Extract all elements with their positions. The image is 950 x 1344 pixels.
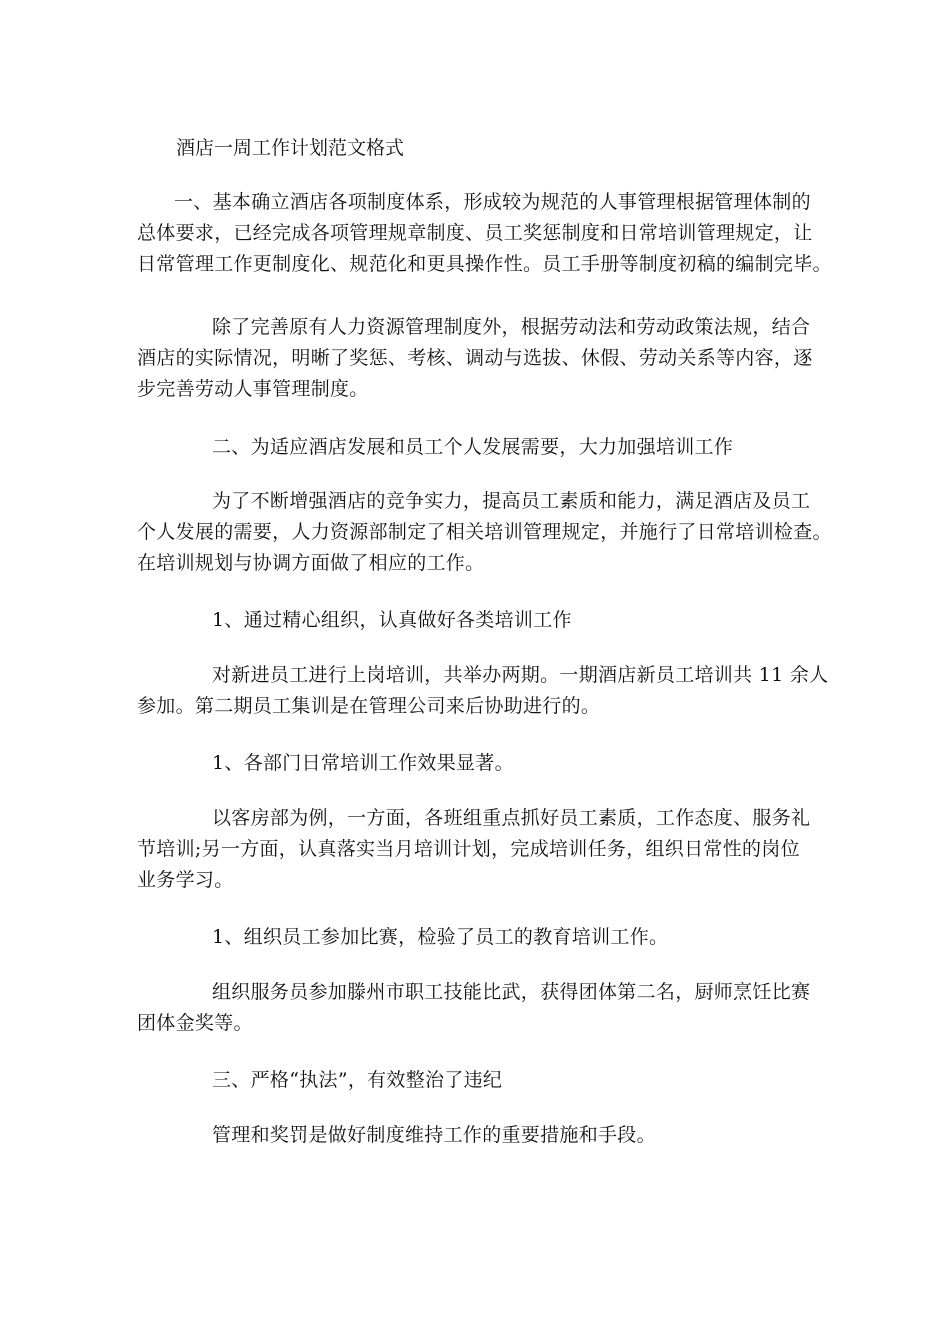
paragraph-line: 1、组织员工参加比赛，检验了员工的教育培训工作。 bbox=[212, 926, 669, 948]
paragraph-line: 节培训;另一方面，认真落实当月培训计划，完成培训任务，组织日常性的岗位 bbox=[137, 838, 800, 860]
paragraph-line: 为了不断增强酒店的竞争实力，提高员工素质和能力，满足酒店及员工 bbox=[212, 490, 811, 512]
paragraph-line: 对新进员工进行上岗培训，共举办两期。一期酒店新员工培训共 11 余人 bbox=[212, 664, 829, 686]
paragraph-line: 1、通过精心组织，认真做好各类培训工作 bbox=[212, 609, 572, 631]
document-title: 酒店一周工作计划范文格式 bbox=[176, 137, 405, 159]
paragraph-6 bbox=[137, 660, 829, 722]
paragraph-2 bbox=[137, 312, 817, 405]
paragraph-line: 步完善劳动人事管理制度。 bbox=[137, 378, 369, 400]
paragraph-line: 在培训规划与协调方面做了相应的工作。 bbox=[137, 552, 485, 574]
paragraph-8 bbox=[137, 803, 817, 896]
section-heading-3 bbox=[137, 1065, 817, 1096]
paragraph-line: 酒店的实际情况，明晰了奖惩、考核、调动与选拔、休假、劳动关系等内容，逐 bbox=[137, 347, 813, 369]
paragraph-line: 日常管理工作更制度化、规范化和更具操作性。员工手册等制度初稿的编制完毕。 bbox=[137, 253, 832, 275]
paragraph-10 bbox=[137, 977, 817, 1039]
paragraph-line: 管理和奖罚是做好制度维持工作的重要措施和手段。 bbox=[212, 1124, 656, 1146]
paragraph-4 bbox=[137, 486, 832, 579]
subheading-3 bbox=[137, 922, 817, 953]
paragraph-1 bbox=[137, 187, 832, 280]
paragraph-line: 以客房部为例，一方面，各班组重点抓好员工素质，工作态度、服务礼 bbox=[212, 807, 811, 829]
paragraph-line: 组织服务员参加滕州市职工技能比武，获得团体第二名，厨师烹饪比赛 bbox=[212, 981, 811, 1003]
paragraph-line: 总体要求，已经完成各项管理规章制度、员工奖惩制度和日常培训管理规定，让 bbox=[137, 222, 813, 244]
paragraph-line: 1、各部门日常培训工作效果显著。 bbox=[212, 752, 514, 774]
paragraph-line: 业务学习。 bbox=[137, 869, 234, 891]
paragraph-line: 二、为适应酒店发展和员工个人发展需要，大力加强培训工作 bbox=[212, 436, 734, 458]
paragraph-line: 个人发展的需要，人力资源部制定了相关培训管理规定，并施行了日常培训检查。 bbox=[137, 521, 832, 543]
subheading-2 bbox=[137, 748, 817, 779]
section-heading-2 bbox=[137, 432, 817, 463]
paragraph-line: 一、基本确立酒店各项制度体系，形成较为规范的人事管理根据管理体制的 bbox=[174, 191, 811, 213]
subheading-1 bbox=[137, 605, 817, 636]
paragraph-line: 参加。第二期员工集训是在管理公司来后协助进行的。 bbox=[137, 695, 601, 717]
paragraph-12 bbox=[137, 1120, 817, 1151]
paragraph-line: 团体金奖等。 bbox=[137, 1012, 253, 1034]
paragraph-line: 三、严格“执法”，有效整治了违纪 bbox=[212, 1069, 503, 1091]
paragraph-line: 除了完善原有人力资源管理制度外，根据劳动法和劳动政策法规，结合 bbox=[212, 316, 811, 338]
